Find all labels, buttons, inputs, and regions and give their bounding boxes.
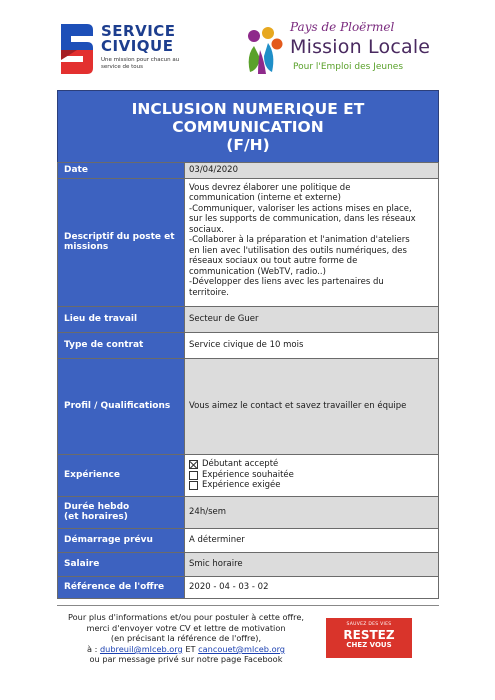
duree-value: 24h/sem <box>185 496 439 528</box>
mission-locale-logo <box>244 18 444 80</box>
descriptif-label: Descriptif du poste et missions <box>58 178 185 306</box>
checkbox-checked-icon[interactable] <box>189 460 198 469</box>
badge-line-2: RESTEZ <box>343 628 395 642</box>
lieu-label: Lieu de travail <box>58 306 185 332</box>
descriptif-line: communication (WebTV, radio..) <box>189 266 326 277</box>
offer-title-line-3: (F/H) <box>226 135 270 154</box>
lieu-value: Secteur de Guer <box>185 306 439 332</box>
job-offer-table <box>57 90 439 599</box>
reference-value: 2020 - 04 - 03 - 02 <box>185 576 439 598</box>
experience-option-label: Expérience souhaitée <box>202 469 294 480</box>
profil-value: Vous aimez le contact et savez travailler en équipe <box>185 358 439 454</box>
descriptif-line: territoire. <box>189 287 229 298</box>
descriptif-line: réseaux sociaux ou tout autre forme de <box>189 256 358 266</box>
mission-locale-region: Pays de Ploërmel <box>290 20 395 34</box>
restez-chez-vous-badge <box>326 618 412 658</box>
experience-option-label: Débutant accepté <box>202 459 279 470</box>
service-civique-mark-icon <box>57 20 97 76</box>
mission-locale-figure-icon <box>244 26 284 76</box>
contrat-label: Type de contrat <box>58 332 185 358</box>
offer-title-line-2: COMMUNICATION <box>172 117 324 136</box>
experience-option-label: Expérience exigée <box>202 480 281 491</box>
row-experience <box>58 454 439 496</box>
row-salaire <box>58 552 439 576</box>
row-contrat <box>58 332 439 358</box>
service-civique-title: SERVICE CIVIQUE <box>101 22 176 55</box>
descriptif-line: sociaux. <box>189 224 224 235</box>
checkbox-icon[interactable] <box>189 471 198 480</box>
reference-label: Référence de l'offre <box>58 576 185 598</box>
row-profil <box>58 358 439 454</box>
experience-options <box>185 454 439 496</box>
descriptif-line: en lien avec l'utilisation des outils numériques, des <box>189 245 407 256</box>
service-civique-logo <box>57 20 197 78</box>
mission-locale-name: Mission Locale <box>290 36 431 58</box>
experience-option-souhaitee[interactable] <box>189 470 434 481</box>
footer-line-5: ou par message privé sur notre page Facebook <box>89 654 283 665</box>
duree-label-line-1: Durée hebdo <box>64 502 130 512</box>
row-lieu <box>58 306 439 332</box>
descriptif-line: sur les supports de communication, dans les réseaux <box>189 214 416 224</box>
footer-contact <box>57 612 315 665</box>
offer-title-row <box>58 91 439 163</box>
date-label: Date <box>58 163 185 179</box>
descriptif-line: -Communiquer, valoriser les actions mises en place, <box>189 203 412 214</box>
duree-label-line-2: (et horaires) <box>64 512 128 522</box>
checkbox-icon[interactable] <box>189 481 198 490</box>
descriptif-line: -Collaborer à la préparation et l'animation d'ateliers <box>189 235 410 245</box>
row-demarrage <box>58 528 439 552</box>
offer-title-line-1: INCLUSION NUMERIQUE ET <box>131 99 365 118</box>
service-civique-tagline: Une mission pour chacun au service de tous <box>101 57 180 70</box>
experience-option-debutant[interactable] <box>189 459 434 470</box>
header-logos <box>0 0 495 95</box>
descriptif-value <box>185 178 439 306</box>
footer-conj: ET <box>185 643 196 654</box>
contrat-value: Service civique de 10 mois <box>185 332 439 358</box>
profil-label: Profil / Qualifications <box>58 358 185 454</box>
row-date <box>58 163 439 179</box>
row-duree <box>58 496 439 528</box>
mission-locale-tagline: Pour l'Emploi des Jeunes <box>293 62 404 72</box>
descriptif-line: communication (interne et externe) <box>189 193 341 203</box>
offer-title <box>58 91 439 163</box>
experience-label: Expérience <box>58 454 185 496</box>
badge-line-3: CHEZ VOUS <box>346 641 392 649</box>
date-value: 03/04/2020 <box>185 163 439 179</box>
descriptif-line: -Développer des liens avec les partenaires du <box>189 277 384 287</box>
row-descriptif <box>58 178 439 306</box>
footer-divider <box>57 605 439 606</box>
footer-emails <box>57 644 315 655</box>
experience-option-exigee[interactable] <box>189 480 434 491</box>
footer-line-1: Pour plus d'informations et/ou pour postuler à cette offre, <box>68 612 304 622</box>
footer-line-2: merci d'envoyer votre CV et lettre de motivation <box>86 622 286 633</box>
badge-line-1: SAUVEZ DES VIES <box>346 622 392 627</box>
email-link-cancouet[interactable]: cancouet@mlceb.org <box>198 643 286 654</box>
footer-line-3: (en précisant la référence de l'offre), <box>110 633 262 644</box>
email-link-dubreuil[interactable]: dubreuil@mlceb.org <box>99 643 183 654</box>
row-reference <box>58 576 439 598</box>
demarrage-value: A déterminer <box>185 528 439 552</box>
footer-prefix: à : <box>86 643 98 654</box>
duree-label <box>58 496 185 528</box>
salaire-value: Smic horaire <box>185 552 439 576</box>
salaire-label: Salaire <box>58 552 185 576</box>
demarrage-label: Démarrage prévu <box>58 528 185 552</box>
descriptif-line: Vous devrez élaborer une politique de <box>189 182 351 193</box>
